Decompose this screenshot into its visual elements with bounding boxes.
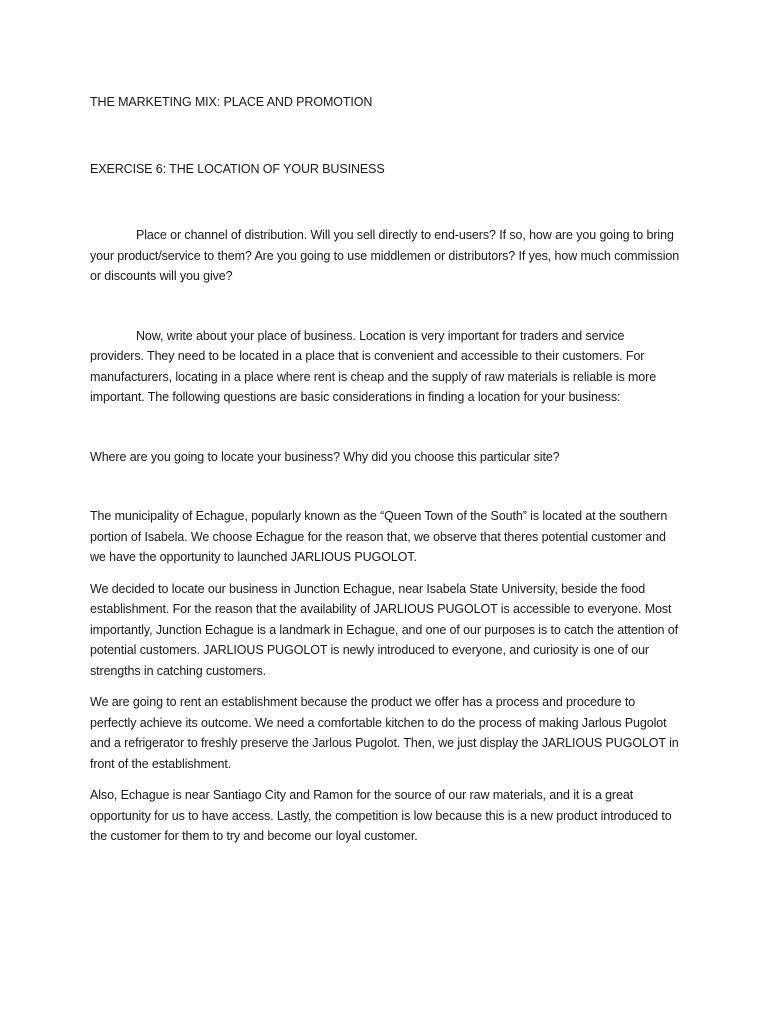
document-page <box>90 92 680 858</box>
answer-paragraph: The municipality of Echague, popularly known as the “Queen Town of the South” is located at the southern portion of Isabela. We choose Echague for the reason that, we observe that theres potential customer and we have the opportunity to launched JARLIOUS PUGOLOT. <box>90 509 668 564</box>
answer-paragraph: We are going to rent an establishment because the product we offer has a process and procedure to perfectly achieve its outcome. We need a comfortable kitchen to do the process of making Jarlous Pugolot and a refrigerator to freshly preserve the Jarlous Pugolot. Then, we just display the JARLIOUS PUGOLOT in front of the establishment. <box>90 695 679 771</box>
answer-paragraph: We decided to locate our business in Junction Echague, near Isabela State University, beside the food establishment. For the reason that the availability of JARLIOUS PUGOLOT is accessible to everyone. Most importantly, Junction Echague is a landmark in Echague, and one of our purposes is to catch the attention of potential customers. JARLIOUS PUGOLOT is newly introduced to everyone, and curiosity is one of our strengths in catching customers. <box>90 581 678 678</box>
exercise-heading: EXERCISE 6: THE LOCATION OF YOUR BUSINESS <box>90 161 385 176</box>
answer-paragraph: Also, Echague is near Santiago City and Ramon for the source of our raw materials, and it is a great opportunity for us to have access. Lastly, the competition is low because this is a new product introduced to the customer for them to try and become our loyal customer. <box>90 788 672 843</box>
document-title: THE MARKETING MIX: PLACE AND PROMOTION <box>90 95 373 109</box>
intro-paragraph: Now, write about your place of business. Location is very important for traders and service providers. They need to be located in a place that is convenient and accessible to their customers. For manufacturers, locating in a place where rent is cheap and the supply of raw materials is reliable is more important. The following questions are basic considerations in finding a location for your business: <box>90 328 657 404</box>
question-text: Where are you going to locate your business? Why did you choose this particular site? <box>90 449 560 464</box>
intro-paragraph: Place or channel of distribution. Will you sell directly to end-users? If so, how are you going to bring your product/service to them? Are you going to use middlemen or distributors? If yes, how much commission or discounts will you give? <box>90 228 680 283</box>
